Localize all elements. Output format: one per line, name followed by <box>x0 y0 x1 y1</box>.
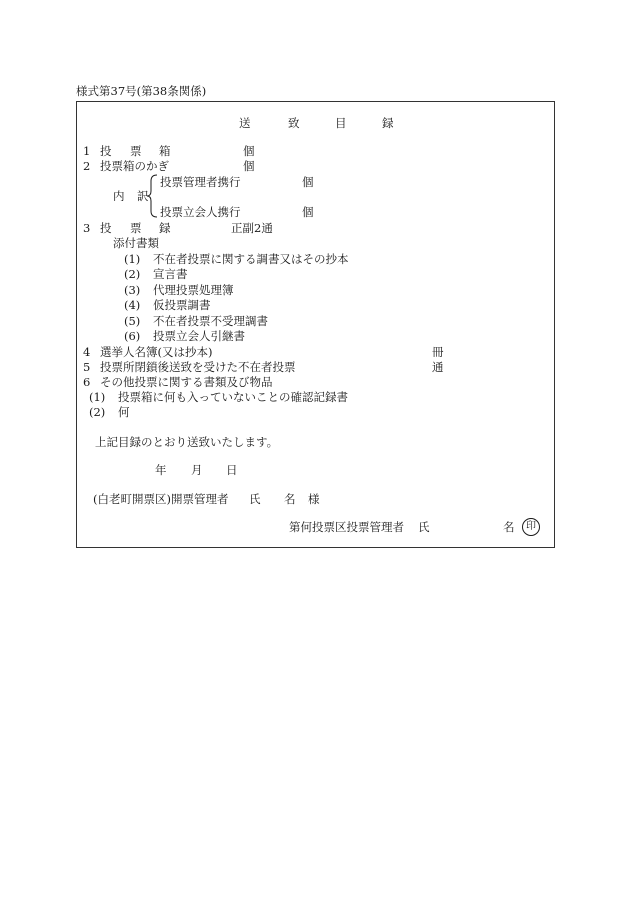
attachment-text: 宣言書 <box>153 267 188 281</box>
attachments-heading: 添付書類 <box>113 236 159 250</box>
breakdown-row-2-unit: 個 <box>302 205 314 219</box>
item-1-label-char: 投 <box>100 144 112 158</box>
attachment-text: 仮投票調書 <box>153 298 211 312</box>
attachment-number: (6) <box>124 329 141 343</box>
sender-na: 名 <box>503 520 515 534</box>
item-2-label: 投票箱のかぎ <box>100 159 169 173</box>
recipient-sama: 様 <box>308 492 320 506</box>
title-char-4: 録 <box>382 116 394 130</box>
item-1-number: 1 <box>83 144 91 158</box>
date-day: 日 <box>226 463 238 477</box>
seal-mark: 印 <box>522 518 540 536</box>
item-4-number: 4 <box>83 345 91 359</box>
item-6-number: 6 <box>83 375 91 389</box>
breakdown-label-char: 内 <box>113 189 125 203</box>
closing-statement: 上記目録のとおり送致いたします。 <box>95 435 279 449</box>
item-4-unit: 冊 <box>432 345 444 359</box>
sender-office: 第何投票区投票管理者 <box>289 520 404 534</box>
item-6-sub-number: (1) <box>89 390 106 404</box>
breakdown-row-2-label: 投票立会人携行 <box>160 205 241 219</box>
attachment-text: 投票立会人引継書 <box>153 329 245 343</box>
attachment-number: (2) <box>124 267 141 281</box>
item-2-unit: 個 <box>243 159 255 173</box>
attachment-number: (1) <box>124 252 141 266</box>
item-1-label-char: 票 <box>130 144 142 158</box>
item-6-sub-text: 投票箱に何も入っていないことの確認記録書 <box>118 390 348 404</box>
item-3-label-char: 録 <box>159 221 171 235</box>
item-3-label-char: 票 <box>130 221 142 235</box>
recipient-shi: 氏 <box>249 492 261 506</box>
attachment-text: 代理投票処理簿 <box>153 283 234 297</box>
item-1-unit: 個 <box>243 144 255 158</box>
item-6-sub-text: 何 <box>118 405 130 419</box>
date-year: 年 <box>155 463 167 477</box>
breakdown-label-char: 訳 <box>137 189 149 203</box>
item-3-number: 3 <box>83 221 91 235</box>
form-label: 様式第37号(第38条関係) <box>76 84 207 98</box>
sender-shi: 氏 <box>418 520 430 534</box>
item-2-number: 2 <box>83 159 91 173</box>
attachment-number: (4) <box>124 298 141 312</box>
item-5-number: 5 <box>83 360 91 374</box>
title-char-2: 致 <box>288 116 300 130</box>
title-char-1: 送 <box>239 116 251 130</box>
recipient-na: 名 <box>284 492 296 506</box>
attachment-number: (5) <box>124 314 141 328</box>
brace-icon <box>146 174 158 218</box>
item-3-unit: 正副2通 <box>231 221 273 235</box>
item-4-label: 選挙人名簿(又は抄本) <box>100 345 213 359</box>
item-6-label: その他投票に関する書類及び物品 <box>100 375 273 389</box>
attachment-number: (3) <box>124 283 141 297</box>
item-6-sub-number: (2) <box>89 405 106 419</box>
recipient-office: (白老町開票区)開票管理者 <box>93 492 229 506</box>
attachment-text: 不在者投票に関する調書又はその抄本 <box>153 252 349 266</box>
date-month: 月 <box>191 463 203 477</box>
breakdown-row-1-unit: 個 <box>302 175 314 189</box>
attachment-text: 不在者投票不受理調書 <box>153 314 268 328</box>
breakdown-row-1-label: 投票管理者携行 <box>160 175 241 189</box>
item-1-label-char: 箱 <box>159 144 171 158</box>
item-5-unit: 通 <box>432 360 444 374</box>
item-5-label: 投票所閉鎖後送致を受けた不在者投票 <box>100 360 296 374</box>
title-char-3: 目 <box>335 116 347 130</box>
item-3-label-char: 投 <box>100 221 112 235</box>
